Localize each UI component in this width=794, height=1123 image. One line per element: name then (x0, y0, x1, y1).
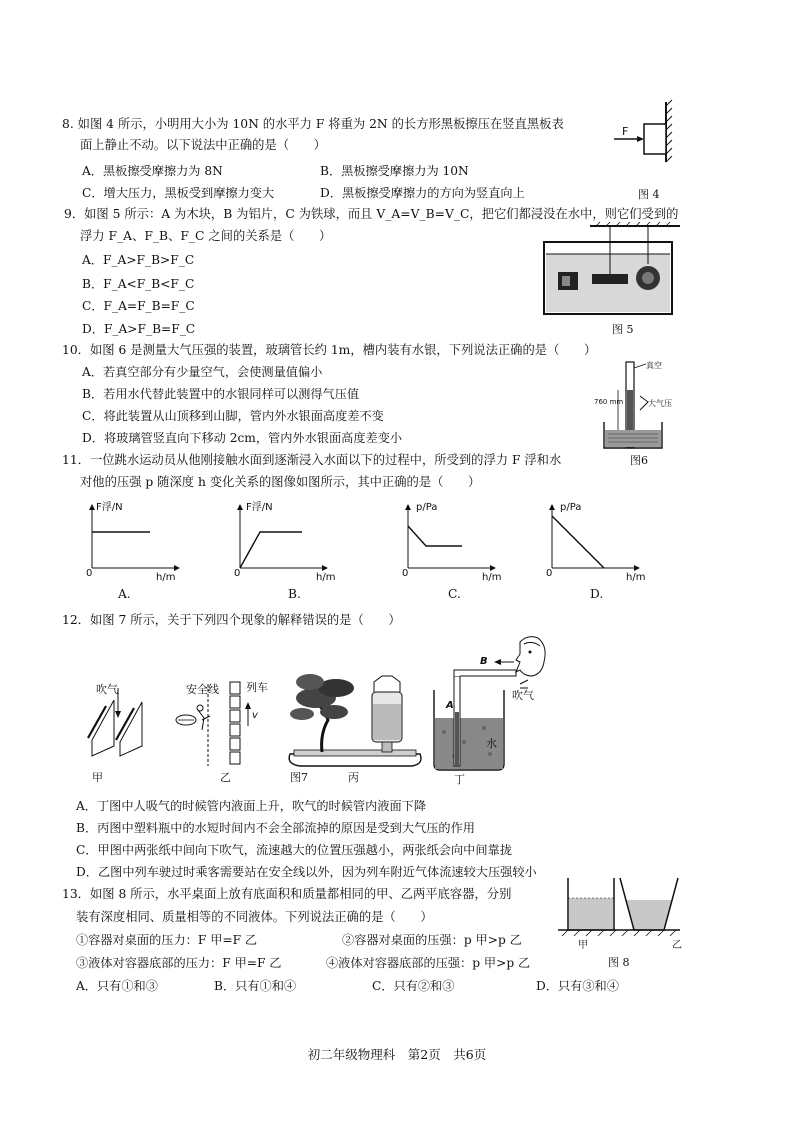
graph-c-line (408, 526, 462, 546)
q11-graph-a-origin: 0 (86, 568, 93, 579)
q8-figure-force-label: F (622, 125, 629, 138)
q13-stem-line2: 装有深度相同、质量相等的不同液体。下列说法正确的是（ ） (76, 910, 433, 924)
q12-figure-bing-bonsai (282, 660, 432, 772)
q9-option-c: C．F_A=F_B=F_C (82, 299, 195, 313)
q12-stem-line1: 12．如图 7 所示，关于下列四个现象的解释错误的是（ ） (62, 613, 401, 627)
q12-figure-b-label: B (480, 656, 488, 667)
q12-figure-bing-label: 丙 (348, 771, 359, 784)
graph-b-line (240, 532, 302, 568)
q12-figure-blow-label-1: 吹气 (96, 683, 118, 696)
q9-option-a: A．F_A>F_B>F_C (82, 253, 195, 267)
q11-graph-b-letter: B. (288, 587, 301, 601)
q13-statement-1: ①容器对桌面的压力：F 甲=F 乙 (76, 933, 258, 947)
q13-statement-2: ②容器对桌面的压强：p 甲>p 乙 (342, 933, 522, 947)
q13-option-a: A．只有①和③ (76, 979, 158, 993)
q13-option-d: D．只有③和④ (536, 979, 619, 993)
q12-figure-caption: 图7 (290, 771, 308, 784)
q11-graph-c-xlabel: h/m (482, 572, 502, 583)
q12-figure-blow-label-2: 吹气 (512, 689, 534, 702)
q13-figure-yi-label: 乙 (672, 940, 682, 951)
q10-figure-pressure-label: 大气压 (648, 399, 672, 408)
q12-figure-water-label: 水 (486, 737, 497, 750)
q12-option-d: D．乙图中列车驶过时乘客需要站在安全线以外，因为列车附近气体流速较大压强较小 (76, 865, 537, 879)
q8-figure-caption: 图 4 (638, 188, 660, 201)
q11-graph-d-origin: 0 (546, 568, 553, 579)
q13-option-c: C．只有②和③ (372, 979, 455, 993)
q8-stem-line1: 8. 如图 4 所示，小明用大小为 10N 的水平力 F 将重为 2N 的长方形黑板擦压在竖直黑板表 (62, 117, 564, 131)
q12-figure-safety-label: 安全线 (186, 683, 219, 696)
q11-graph-c-ylabel: p/Pa (416, 502, 438, 513)
q12-figure-ding-label: 丁 (454, 773, 465, 786)
q9-stem-line1: 9．如图 5 所示：A 为木块，B 为铝片，C 为铁球，而且 V_A=V_B=V_C，把它们都浸没在水中，则它们受到的 (64, 207, 679, 221)
q13-statement-4: ④液体对容器底部的压强：p 甲>p 乙 (326, 956, 531, 970)
q10-figure-vacuum-label: 真空 (646, 361, 662, 370)
q8-stem-line2: 面上静止不动。以下说法中正确的是（ ） (80, 138, 326, 152)
q12-figure-train-label: 列车 (246, 681, 268, 694)
q13-statement-3: ③液体对容器底部的压力：F 甲=F 乙 (76, 956, 282, 970)
q13-option-b: B．只有①和④ (214, 979, 297, 993)
q11-graph-c-letter: C. (448, 587, 461, 601)
q8-option-d: D．黑板擦受摩擦力的方向为竖直向上 (320, 186, 525, 200)
q11-graph-a-xlabel: h/m (156, 572, 176, 583)
q11-stem-line2: 对他的压强 p 随深度 h 变化关系的图像如图所示，其中正确的是（ ） (80, 475, 481, 489)
q11-graph-c-origin: 0 (402, 568, 409, 579)
q11-graph-a-ylabel: F浮/N (96, 502, 123, 513)
q11-stem-line1: 11．一位跳水运动员从他刚接触水面到逐渐浸入水面以下的过程中，所受到的浮力 F 浮和水 (62, 453, 562, 467)
q9-figure-caption: 图 5 (612, 323, 634, 336)
q12-option-b: B．丙图中塑料瓶中的水短时间内不会全部流掉的原因是受到大气压的作用 (76, 821, 475, 835)
q12-option-c: C．甲图中两张纸中间向下吹气，流速越大的位置压强越小，两张纸会向中间靠拢 (76, 843, 512, 857)
q8-option-b: B．黑板擦受摩擦力为 10N (320, 164, 469, 178)
q11-graph-d-ylabel: p/Pa (560, 502, 582, 513)
q9-stem-line2: 浮力 F_A、F_B、F_C 之间的关系是（ ） (80, 229, 332, 243)
q11-graph-d-letter: D. (590, 587, 604, 601)
q11-graph-b-origin: 0 (234, 568, 241, 579)
q10-figure-caption: 图6 (630, 454, 648, 467)
q12-figure-jia-label: 甲 (92, 771, 103, 784)
q10-figure-height-label: 760 mm (594, 398, 624, 406)
q13-figure-caption: 图 8 (608, 956, 630, 969)
q11-graph-d-xlabel: h/m (626, 572, 646, 583)
q12-figure-v-label: v (252, 710, 258, 721)
q8-option-c: C．增大压力，黑板受到摩擦力变大 (82, 186, 275, 200)
page-footer: 初二年级物理科 第2页 共6页 (307, 1047, 487, 1062)
q12-figure-a-label: A (446, 700, 454, 711)
q12-figure-yi-label: 乙 (220, 771, 231, 784)
q10-option-c: C．将此装置从山顶移到山脚，管内外水银面高度差不变 (82, 409, 384, 423)
q13-figure-jia-label: 甲 (578, 940, 588, 951)
q10-stem-line1: 10．如图 6 是测量大气压强的装置，玻璃管长约 1m，槽内装有水银，下列说法正确的是（ ） (62, 343, 597, 357)
q9-option-d: D．F_A>F_B=F_C (82, 322, 196, 336)
graph-d-line (552, 516, 604, 568)
q13-stem-line1: 13．如图 8 所示，水平桌面上放有底面积和质量都相同的甲、乙两平底容器，分别 (62, 887, 512, 901)
q11-graph-b-ylabel: F浮/N (246, 502, 273, 513)
q10-option-a: A．若真空部分有少量空气，会使测量值偏小 (82, 365, 323, 379)
q11-graph-a-letter: A. (118, 587, 131, 601)
q10-option-b: B．若用水代替此装置中的水银同样可以测得气压值 (82, 387, 360, 401)
q12-option-a: A．丁图中人吸气的时候管内液面上升，吹气的时候管内液面下降 (76, 799, 427, 813)
q9-figure-tank (540, 222, 680, 318)
q13-figure-containers (556, 876, 682, 946)
q11-graph-b-xlabel: h/m (316, 572, 336, 583)
q8-option-a: A．黑板擦受摩擦力为 8N (82, 164, 223, 178)
q9-option-b: B．F_A<F_B<F_C (82, 277, 195, 291)
q8-figure-blackboard (610, 100, 680, 170)
q10-option-d: D．将玻璃管竖直向下移动 2cm，管内外水银面高度差变小 (82, 431, 403, 445)
